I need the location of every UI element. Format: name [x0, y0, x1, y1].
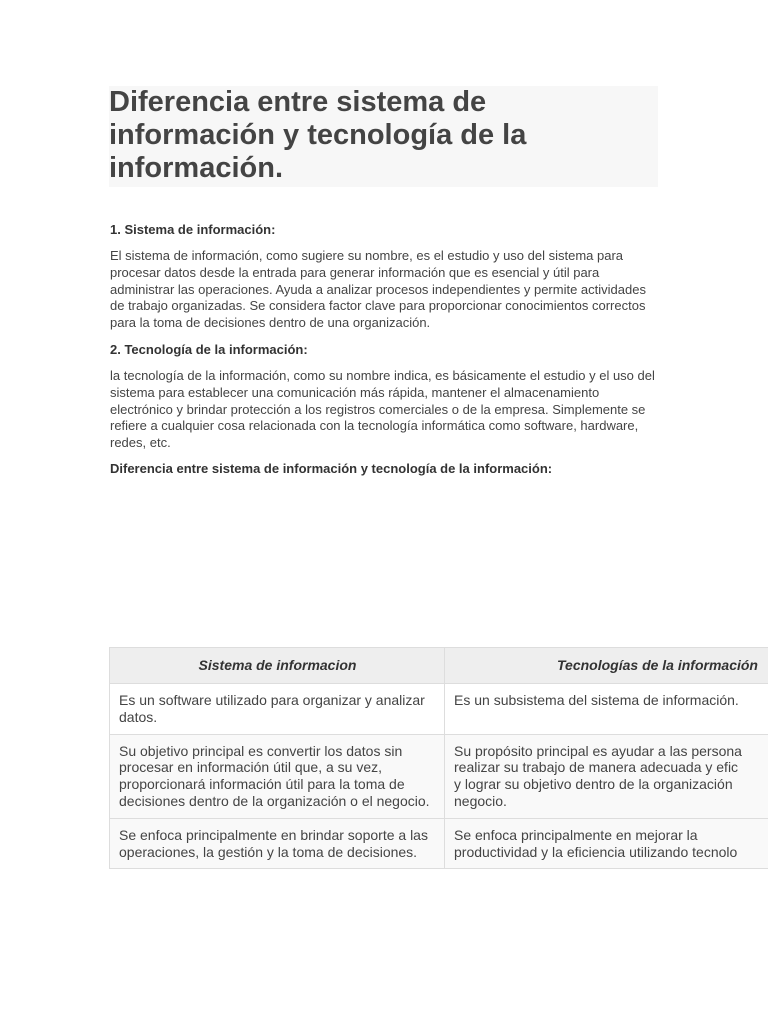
title-box — [109, 86, 658, 187]
cell-line: productividad y la eficiencia utilizando tecnolo — [454, 843, 738, 860]
cell-line: Se enfoca principalmente en mejorar la — [454, 826, 698, 843]
table-row — [110, 734, 768, 818]
table-cell: Es un software utilizado para organizar y analizar datos. — [110, 684, 445, 735]
table-row — [110, 684, 768, 735]
comparison-table — [109, 647, 768, 869]
comparison-table-wrapper — [109, 647, 768, 927]
cell-line: Su propósito principal es ayudar a las persona — [454, 742, 742, 759]
table-cell: Su objetivo principal es convertir los datos sin procesar en información útil que, a su vez, proporcionará información útil para la toma de decisiones dentro de la organización o el negocio. — [110, 734, 445, 818]
table-header-sistema: Sistema de informacion — [110, 648, 445, 684]
table-cell: Es un subsistema del sistema de información. — [445, 684, 768, 735]
document-body — [110, 222, 658, 477]
section-heading-sistema: 1. Sistema de información: — [110, 222, 276, 237]
table-cell — [445, 734, 768, 818]
cell-line: y lograr su objetivo dentro de la organización — [454, 776, 733, 793]
table-cell: Se enfoca principalmente en brindar soporte a las operaciones, la gestión y la toma de decisiones. — [110, 818, 445, 869]
table-row — [110, 818, 768, 869]
table-cell — [445, 818, 768, 869]
section-text-tecnologia: la tecnología de la información, como su nombre indica, es básicamente el estudio y el uso del sistema para establecer una comunicación más rápida, mantener el almacenamiento electrónico y brindar protección a los registros comerciales o de la empresa. Simplemente se refiere a cualquier cosa relacionada con la tecnología informática como software, hardware, redes, etc. — [110, 367, 655, 451]
cell-line: negocio. — [454, 792, 507, 809]
section-heading-diferencia: Diferencia entre sistema de información y tecnología de la información: — [110, 460, 553, 476]
table-header-tecnologias: Tecnologías de la información — [445, 648, 768, 684]
section-heading-tecnologia: 2. Tecnología de la información: — [110, 341, 308, 357]
page-title: Diferencia entre sistema de información y tecnología de la información. — [109, 86, 527, 184]
section-text-sistema: El sistema de información, como sugiere su nombre, es el estudio y uso del sistema para procesar datos desde la entrada para generar información que es esencial y útil para administrar las operaciones. Ayuda a analizar procesos independientes y permite actividades de trabajo organizadas. Se considera factor clave para proporcionar conocimientos correctos para la toma de decisiones dentro de una organización. — [110, 248, 646, 331]
table-header-row — [110, 648, 768, 684]
cell-line: realizar su trabajo de manera adecuada y efic — [454, 759, 739, 776]
